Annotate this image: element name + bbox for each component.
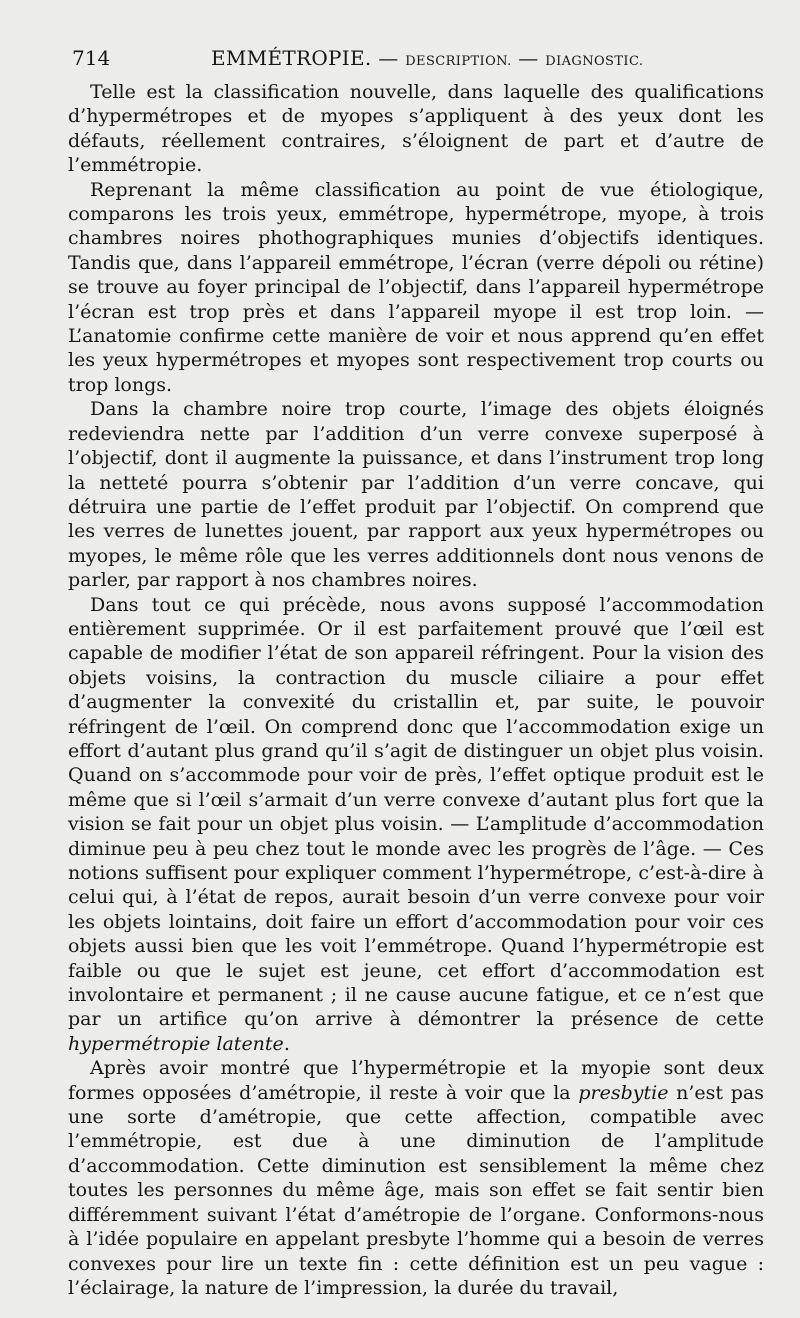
paragraph-chambres-noires: Reprenant la même classification au point de vue étiologique, comparons les trois yeux, emmétrope, hypermétrope, myope, à trois chambres noires phothographiques munies d’objectifs identiques. Tandis que, dans l’appareil emmétrope, l’écran (verre dépoli ou rétine) se trouve au foyer principal de l’objectif, dans l’appareil hypermétrope l’écran est trop près et dans l’appareil myope il est trop loin. — L’anatomie confirme cette manière de voir et nous apprend qu’en effet les yeux hypermétropes et myopes sont respectivement trop courts ou trop longs.: [68, 178, 764, 396]
paragraph-presbytie-start: Après avoir montré que l’hypermétropie et la myopie sont deux formes opposées d’amétropie, il reste à voir que la: [68, 1057, 764, 1104]
header-dash-1: —: [378, 46, 399, 70]
paragraph-presbytie: [68, 1056, 764, 1300]
body-text: [68, 80, 764, 1300]
paragraph-verres-lunettes: Dans la chambre noire trop courte, l’image des objets éloignés redeviendra nette par l’addition d’un verre convexe superposé à l’objectif, dont il augmente la puissance, et dans l’instrument trop long la netteté pourra s’obtenir par l’addition d’un verre concave, qui détruira une partie de l’effet produit par l’objectif. On comprend que les verres de lunettes jouent, par rapport aux yeux hypermétropes ou myopes, le même rôle que les verres additionnels dont nous venons de parler, par rapport à nos chambres noires.: [68, 398, 764, 592]
running-head: [68, 38, 764, 78]
paragraph-accommodation-end: .: [283, 1032, 290, 1055]
page-number: 714: [72, 46, 111, 70]
paragraph-accommodation: [68, 593, 764, 1057]
header-section-diagnostic: DIAGNOSTIC.: [545, 54, 644, 69]
paragraph-presbytie-rest: n’est pas une sorte d’amétropie, que cette affection, compatible avec l’emmétropie, est due à une diminution de l’amplitude d’accommodation. Cette diminution est sensiblement la même chez toutes les personnes du même âge, mais son effet se fait sentir bien différemment suivant l’état d’amétropie de l’organe. Conformons-nous à l’idée populaire en appelant presbyte l’homme qui a besoin de verres convexes pour lire un texte fin : cette définition est un peu vague : l’éclairage, la nature de l’impression, la durée du travail,: [68, 1081, 764, 1299]
italic-hypermetropie-latente: hypermétropie latente: [68, 1032, 284, 1055]
paragraph-accommodation-text: Dans tout ce qui précède, nous avons supposé l’accommodation entièrement supprimée. Or il est parfaitement prouvé que l’œil est capable de modifier l’état de son appareil réfringent. Pour la vision des objets voisins, la contraction du muscle ciliaire a pour effet d’augmenter la convexité du cristallin et, par suite, le pouvoir réfringent de l’œil. On comprend donc que l’accommodation exige un effort d’autant plus grand qu’il s’agit de distinguer un objet plus voisin. Quand on s’accommode pour voir de près, l’effet optique produit est le même que si l’œil s’armait d’un verre convexe d’autant plus fort que la vision se fait pour un objet plus voisin. — L’amplitude d’accommodation diminue peu à peu chez tout le monde avec les progrès de l’âge. — Ces notions suffisent pour expliquer comment l’hypermétrope, c’est-à-dire à celui qui, à l’état de repos, aurait besoin d’un verre convexe pour voir les objets lointains, doit faire un effort d’accommodation pour voir ces objets aussi bien que les voit l’emmétrope. Quand l’hypermétropie est faible ou que le sujet est jeune, cet effort d’accommodation est involontaire et permanent ; il ne cause aucune fatigue, et ce n’est que par un artifice qu’on arrive à démontrer la présence de cette: [68, 593, 764, 1031]
paragraph-classification: Telle est la classification nouvelle, dans laquelle des qualifications d’hypermétropes et de myopes s’appliquent à des yeux dont les défauts, réellement contraires, s’éloignent de part et d’autre de l’emmétropie.: [68, 81, 764, 177]
header-section-description: DESCRIPTION.: [405, 54, 512, 69]
header-title: [211, 38, 643, 82]
header-chapter: EMMÉTROPIE.: [211, 46, 372, 70]
italic-presbytie: presbytie: [578, 1081, 669, 1104]
header-dash-2: —: [518, 46, 539, 70]
